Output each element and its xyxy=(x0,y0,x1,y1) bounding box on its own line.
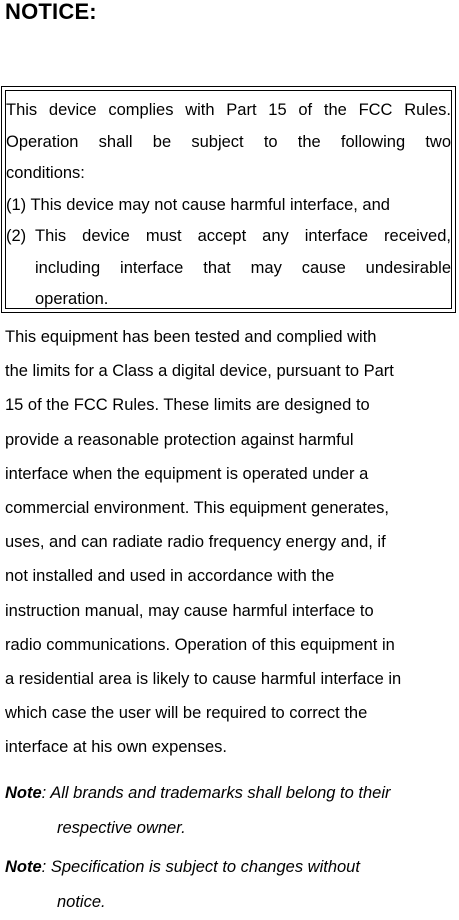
note-trademarks xyxy=(5,776,457,846)
page-title: NOTICE: xyxy=(5,0,97,24)
body-line: radio communications. Operation of this equipment in xyxy=(5,635,395,654)
fcc-notice-text xyxy=(6,95,451,316)
body-line: a residential area is likely to cause harmful interface in xyxy=(5,670,402,689)
body-line: uses, and can radiate radio frequency energy and, if xyxy=(5,533,386,552)
fcc-condition-2-line-3: operation. xyxy=(35,290,109,308)
fcc-condition-2 xyxy=(6,221,451,316)
note-text-continued: respective owner. xyxy=(57,819,186,837)
body-line: interface when the equipment is operated under a xyxy=(5,464,369,483)
fcc-condition-2-line-2: including interface that may cause undesirable xyxy=(35,258,451,277)
fcc-line-1: This device complies with Part 15 of the FCC Rules. xyxy=(6,101,451,119)
body-line: commercial environment. This equipment generates, xyxy=(5,499,389,518)
fcc-line-2: Operation shall be subject to the following two xyxy=(6,132,451,151)
body-line: interface at his own expenses. xyxy=(5,738,227,757)
body-line: not installed and used in accordance with the xyxy=(5,567,335,586)
body-line: This equipment has been tested and complied with xyxy=(5,328,377,346)
note-label: Note xyxy=(5,784,42,802)
fcc-line-3: conditions: xyxy=(6,164,85,182)
fcc-condition-2-number: (2) xyxy=(6,227,27,245)
note-label: Note xyxy=(5,858,42,876)
note-specification xyxy=(5,850,457,920)
body-line: 15 of the FCC Rules. These limits are designed to xyxy=(5,396,370,415)
note-text: : Specification is subject to changes without xyxy=(41,858,360,876)
body-line: instruction manual, may cause harmful interface to xyxy=(5,601,374,620)
note-text-continued: notice. xyxy=(57,893,106,911)
body-line: the limits for a Class a digital device, pursuant to Part xyxy=(5,362,394,381)
fcc-condition-2-line-1: This device must accept any interface received, xyxy=(35,227,451,245)
body-line: provide a reasonable protection against harmful xyxy=(5,430,354,449)
fcc-class-statement xyxy=(5,320,457,765)
body-line: which case the user will be required to correct the xyxy=(5,704,368,723)
note-text: : All brands and trademarks shall belong to their xyxy=(41,784,391,802)
fcc-condition-1: (1) This device may not cause harmful interface, and xyxy=(6,195,390,214)
